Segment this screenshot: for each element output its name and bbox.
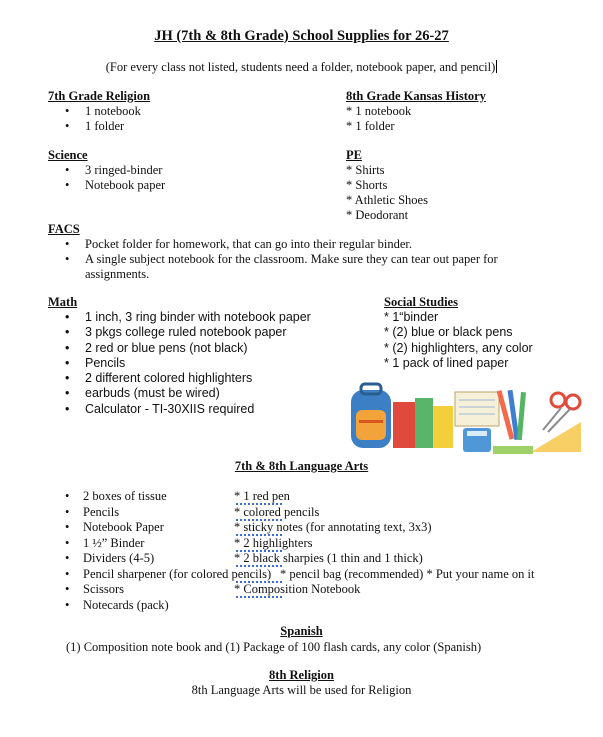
spanish-heading: Spanish (280, 624, 323, 638)
list-item: • 1 inch, 3 ring binder with notebook paper (48, 310, 358, 325)
la-right-text: * pencil bag (recommended) * Put your name on it (280, 566, 535, 581)
la-right-text: * Composition Notebook (234, 582, 361, 596)
language-arts-heading-wrap (0, 459, 603, 474)
pe-heading: PE (346, 148, 362, 162)
list-item: * Shirts (346, 163, 385, 177)
religion8-heading: 8th Religion (269, 668, 334, 682)
list-item: • A single subject notebook for the classroom. Make sure they can tear out paper for assignments. (48, 252, 518, 282)
kansas-history-heading: 8th Grade Kansas History (346, 89, 486, 103)
kansas-history-section (346, 89, 586, 134)
list-item: • 1 notebook (48, 104, 308, 119)
social-studies-heading: Social Studies (384, 295, 458, 309)
la-right-text: * 2 black sharpies (1 thin and 1 thick) (234, 551, 423, 565)
language-arts-list (48, 489, 578, 613)
religion7-heading: 7th Grade Religion (48, 89, 151, 103)
list-item: * 1“binder (384, 310, 439, 324)
la-left-text: 2 boxes of tissue (83, 489, 167, 503)
la-left-text: Pencils (83, 504, 120, 519)
math-heading: Math (48, 295, 78, 309)
list-item (48, 551, 578, 567)
list-item: • Pencils (48, 356, 358, 371)
list-item: • 1 folder (48, 119, 308, 134)
la-right-text: * 2 highlighters (234, 535, 313, 550)
science-section (48, 148, 308, 193)
list-item: • 3 pkgs college ruled notebook paper (48, 325, 358, 340)
la-left-text: 1 ½” Binder (83, 535, 145, 550)
list-item: • 2 different colored highlighters (48, 371, 358, 386)
list-item: • Notebook paper (48, 178, 308, 193)
list-item (48, 536, 578, 552)
list-item: • 2 red or blue pens (not black) (48, 341, 358, 356)
school-supplies-illustration (343, 380, 588, 460)
list-item: • Pocket folder for homework, that can go into their regular binder. (48, 237, 518, 252)
list-item: * Deodorant (346, 208, 409, 222)
language-arts-heading: 7th & 8th Language Arts (234, 459, 369, 473)
page-title: JH (7th & 8th Grade) School Supplies for 26-27 (154, 28, 449, 44)
facs-section (48, 222, 518, 282)
list-item: * 1 notebook (346, 104, 412, 118)
list-item: • earbuds (must be wired) (48, 386, 358, 401)
la-left-text: Notecards (pack) (83, 597, 169, 612)
list-item (48, 489, 578, 505)
religion8-text: 8th Language Arts will be used for Religion (191, 683, 412, 697)
list-item (48, 582, 578, 598)
list-item: * 1 pack of lined paper (384, 355, 509, 370)
science-list (48, 163, 308, 193)
religion7-list (48, 104, 308, 134)
la-left-text: Scissors (83, 582, 124, 596)
list-item (48, 598, 578, 614)
facs-heading: FACS (48, 222, 80, 236)
list-item (48, 520, 578, 536)
pe-section (346, 148, 586, 223)
la-left-text: Dividers (4-5) (83, 551, 155, 565)
la-right-text: * 1 red pen (234, 489, 290, 503)
intro-note (0, 60, 603, 75)
facs-list (48, 237, 518, 282)
math-section (48, 295, 358, 417)
list-item: * (2) blue or black pens (384, 325, 513, 340)
la-left-text: Pencil sharpener (for colored pencils) (83, 566, 272, 581)
list-item: • 3 ringed-binder (48, 163, 308, 178)
list-item: * Shorts (346, 178, 388, 192)
list-item: * Athletic Shoes (346, 193, 428, 207)
religion8-heading-wrap (0, 668, 603, 683)
list-item: * (2) highlighters, any color (384, 340, 533, 355)
spanish-text: (1) Composition note book and (1) Package of 100 flash cards, any color (Spanish) (66, 640, 482, 654)
social-studies-section (384, 295, 594, 371)
list-item (48, 567, 578, 583)
science-heading: Science (48, 148, 88, 162)
list-item: • Calculator - TI-30XIIS required (48, 402, 358, 417)
la-right-text: * sticky notes (for annotating text, 3x3) (234, 520, 432, 534)
la-right-text: * colored pencils (234, 504, 320, 519)
intro-text: (For every class not listed, students need a folder, notebook paper, and pencil) (105, 60, 496, 74)
list-item: * 1 folder (346, 119, 395, 133)
pe-list (346, 163, 586, 223)
text-cursor (496, 60, 497, 73)
la-left-text: Notebook Paper (83, 520, 164, 534)
math-list (48, 310, 358, 417)
kansas-history-list (346, 104, 586, 134)
spanish-heading-wrap (0, 624, 603, 639)
list-item (48, 505, 578, 521)
religion7-section (48, 89, 308, 134)
social-studies-list (384, 310, 594, 371)
